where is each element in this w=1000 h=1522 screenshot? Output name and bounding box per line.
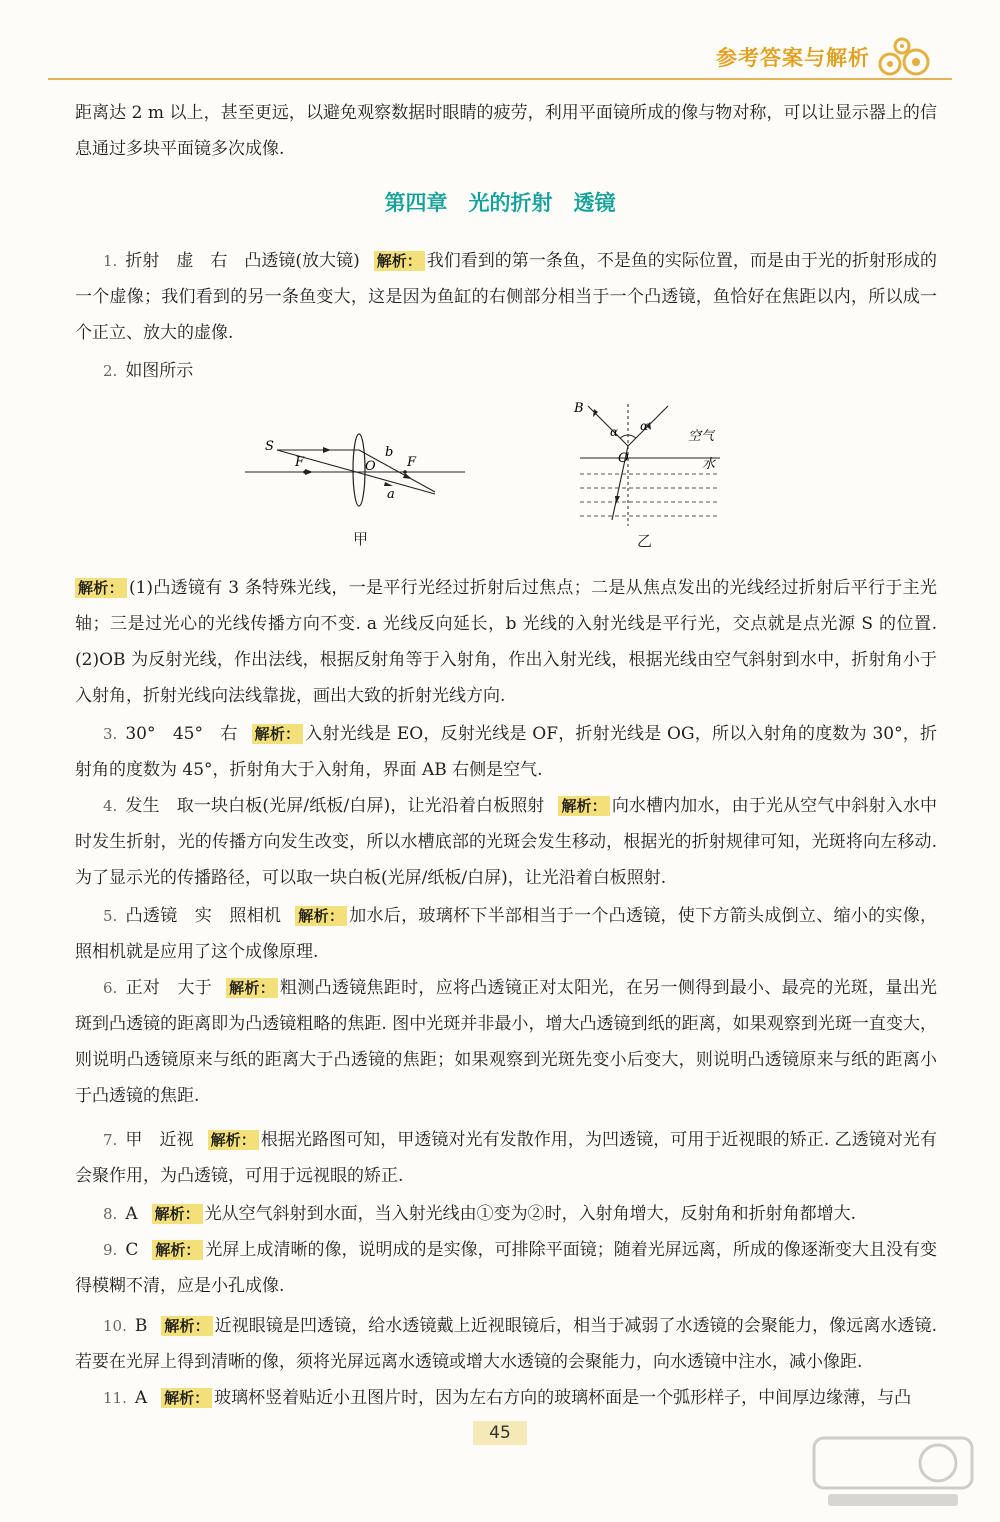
watermark-logo: [808, 1432, 978, 1514]
answer-item-2: 2. 如图所示: [103, 361, 194, 381]
answer-item-8: 8. A 解析： 光从空气斜射到水面，当入射光线由①变为②时，入射角增大，反射角和折射角都增大.: [103, 1204, 857, 1224]
intro-paragraph: 距离达 2 m 以上，甚至更远，以避免观察数据时眼睛的疲劳，利用平面镜所成的像与物对称，可以让显示器上的信息通过多块平面镜多次成像.: [75, 103, 937, 159]
answer-item-1: 1. 折射 虚 右 凸透镜(放大镜) 解析： 我们看到的第一条鱼，不是鱼的实际位置，而是由于光的折射形成的一个虚像；我们看到的另一条鱼变大，这是因为鱼缸的右侧部分相当于一个凸透镜，鱼恰好在焦距以内，所以成一个正立、放大的虚像.: [75, 251, 938, 343]
label-b: b: [385, 445, 394, 460]
analysis-tag: 解析：: [161, 1316, 212, 1336]
figure-yi-refraction-diagram: [560, 398, 730, 528]
label-O-yi: O: [618, 451, 629, 466]
answer-item-4: 4. 发生 取一块白板(光屏/纸板/白屏)，让光沿着白板照射 解析： 向水槽内加水，由于光从空气中斜射入水中时发生折射，光的传播方向发生改变，所以水槽底部的光斑会发生移动，根据光的折射规律可知，光斑将向左移动. 为了显示光的传播路径，可以取一块白板(光屏/纸板/白屏)，让光沿着白板照射.: [75, 796, 937, 888]
header-divider: [48, 78, 952, 80]
figure-jia-caption: 甲: [353, 530, 369, 548]
label-S: S: [265, 439, 274, 454]
header-title: 参考答案与解析: [716, 46, 870, 70]
analysis-tag: 解析：: [75, 578, 127, 598]
label-B: B: [574, 401, 584, 416]
answer-item-5: 5. 凸透镜 实 照相机 解析： 加水后，玻璃杯下半部相当于一个凸透镜，使下方箭头成倒立、缩小的实像，照相机就是应用了这个成像原理.: [75, 906, 938, 962]
answer-item-10: 10. B 解析： 近视眼镜是凹透镜，给水透镜戴上近视眼镜后，相当于减弱了水透镜的会聚能力，像远离水透镜. 若要在光屏上得到清晰的像，须将光屏远离水透镜或增大水透镜的会聚能力，向水透镜中注水，减小像距.: [75, 1316, 937, 1372]
answer-item-6: 6. 正对 大于 解析： 粗测凸透镜焦距时，应将凸透镜正对太阳光，在另一侧得到最小、最亮的光斑，量出光斑到凸透镜的距离即为凸透镜粗略的焦距. 图中光斑并非最小，增大凸透镜到纸的距离，如果观察到光斑一直变大，则说明凸透镜原来与纸的距离大于凸透镜的焦距；如果观察到光斑先变小后变大，则说明凸透镜原来与纸的距离小于凸透镜的焦距.: [75, 978, 938, 1106]
analysis-tag: 解析：: [558, 796, 609, 816]
analysis-tag: 解析：: [152, 1204, 203, 1224]
answer-item-3: 3. 30° 45° 右 解析： 入射光线是 EO，反射光线是 OF，折射光线是 OG，所以入射角的度数为 30°，折射角的度数为 45°，折射角大于入射角，界面 AB 右侧是空气.: [75, 724, 937, 780]
analysis-tag: 解析：: [295, 906, 347, 926]
label-a: a: [387, 487, 395, 502]
gear-icon: [872, 34, 936, 80]
label-F-left: F: [295, 455, 305, 470]
label-alpha-right: α: [640, 419, 649, 433]
analysis-tag: 解析：: [152, 1240, 203, 1260]
page-number: 45: [0, 1423, 1000, 1443]
label-O: O: [365, 459, 376, 474]
answer-item-11: 11. A 解析： 玻璃杯竖着贴近小丑图片时，因为左右方向的玻璃杯面是一个弧形样子，中间厚边缘薄，与凸: [103, 1388, 912, 1408]
chapter-title: 第四章 光的折射 透镜: [384, 191, 616, 215]
figure-yi-caption: 乙: [637, 532, 653, 550]
page-header: [0, 0, 1000, 90]
answer-item-9: 9. C 解析： 光屏上成清晰的像，说明成的是实像，可排除平面镜；随着光屏远离，所成的像逐渐变大且没有变得模糊不清，应是小孔成像.: [75, 1240, 937, 1296]
analysis-tag: 解析：: [208, 1130, 259, 1150]
convex-lens: [353, 434, 365, 506]
label-F-right: F: [407, 455, 417, 470]
answer-item-7: 7. 甲 近视 解析： 根据光路图可知，甲透镜对光有发散作用，为凹透镜，可用于近视眼的矫正. 乙透镜对光有会聚作用，为凸透镜，可用于远视眼的矫正.: [75, 1130, 937, 1186]
label-air: 空气: [688, 429, 715, 444]
figure-jia-lens-diagram: [245, 420, 475, 510]
analysis-tag: 解析：: [226, 978, 278, 998]
label-alpha-left: α: [610, 425, 619, 439]
analysis-tag: 解析：: [161, 1388, 212, 1408]
answer-item-2-analysis: 解析： (1)凸透镜有 3 条特殊光线，一是平行光经过折射后过焦点；二是从焦点发出的光线经过折射后平行于主光轴；三是过光心的光线传播方向不变. a 光线反向延长，b 光线的入射光线是平行光，交点就是点光源 S 的位置. (2)OB 为反射光线，作出法线，根据反射角等于入射角，作出入射光线，根据光线由空气斜射到水中，折射角小于入射角，折射光线向法线靠拢，画出大致的折射光线方向.: [75, 578, 937, 706]
label-water: 水: [702, 457, 716, 472]
analysis-tag: 解析：: [252, 724, 304, 744]
analysis-tag: 解析：: [374, 251, 425, 271]
